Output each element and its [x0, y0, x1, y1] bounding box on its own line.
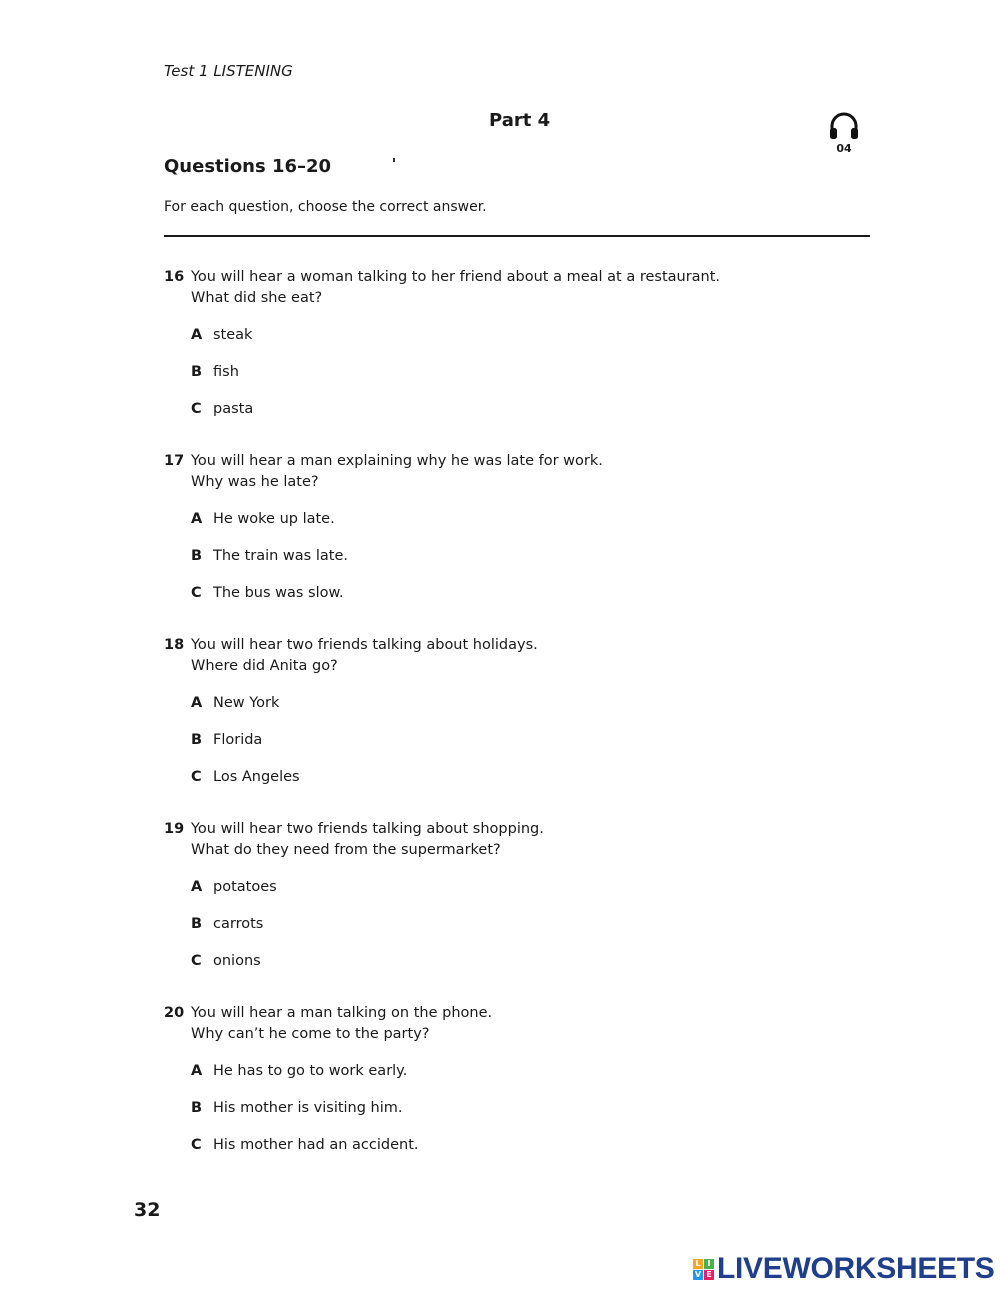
- question-number: 19: [164, 821, 185, 837]
- option-letter: B: [191, 916, 203, 932]
- option-letter: A: [191, 511, 203, 527]
- question-text: What did she eat?: [191, 290, 323, 306]
- option-text: potatoes: [213, 879, 277, 895]
- question-text: Where did Anita go?: [191, 658, 338, 674]
- option-letter: C: [191, 953, 202, 969]
- option-text: Los Angeles: [213, 769, 300, 785]
- audio-track-badge: [826, 110, 862, 160]
- option-c[interactable]: [191, 401, 253, 417]
- question-text: What do they need from the supermarket?: [191, 842, 501, 858]
- part-title: Part 4: [489, 110, 551, 131]
- option-a[interactable]: [191, 327, 252, 343]
- option-text: steak: [213, 327, 253, 343]
- option-letter: C: [191, 1137, 202, 1153]
- question-text: Why can’t he come to the party?: [191, 1026, 430, 1042]
- brand-logo-tile: E: [704, 1270, 714, 1280]
- option-b[interactable]: [191, 732, 262, 748]
- question-number: 18: [164, 637, 185, 653]
- brand-name: LIVEWORKSHEETS: [717, 1252, 995, 1285]
- option-letter: C: [191, 401, 202, 417]
- option-letter: C: [191, 769, 202, 785]
- question-number: 16: [164, 269, 185, 285]
- question-prompt: You will hear a man explaining why he was late for work.: [191, 453, 603, 469]
- option-letter: B: [191, 1100, 203, 1116]
- track-number: 04: [836, 142, 852, 155]
- option-text: New York: [213, 695, 280, 711]
- option-text: His mother had an accident.: [213, 1137, 419, 1153]
- brand-logo-icon: [693, 1259, 714, 1280]
- option-text: Florida: [213, 732, 263, 748]
- page-number: 32: [134, 1199, 161, 1221]
- option-letter: B: [191, 732, 203, 748]
- brand-watermark: [693, 1254, 995, 1284]
- option-text: He woke up late.: [213, 511, 335, 527]
- option-letter: A: [191, 327, 203, 343]
- option-a[interactable]: [191, 879, 277, 895]
- option-text: onions: [213, 953, 261, 969]
- brand-logo-tile: L: [693, 1259, 703, 1269]
- option-c[interactable]: [191, 1137, 419, 1153]
- option-b[interactable]: [191, 548, 348, 564]
- divider-rule: [164, 235, 870, 237]
- option-letter: A: [191, 1063, 203, 1079]
- section-title: Questions 16–20: [164, 156, 332, 177]
- option-text: pasta: [213, 401, 254, 417]
- option-letter: A: [191, 879, 203, 895]
- option-text: fish: [213, 364, 239, 380]
- brand-logo-tile: V: [694, 1269, 702, 1279]
- option-letter: C: [191, 585, 202, 601]
- question-number: 20: [164, 1005, 185, 1021]
- question-prompt: You will hear a woman talking to her friend about a meal at a restaurant.: [191, 269, 721, 285]
- option-a[interactable]: [191, 695, 279, 711]
- option-b[interactable]: [191, 364, 239, 380]
- question-text: Why was he late?: [191, 474, 319, 490]
- option-c[interactable]: [191, 769, 300, 785]
- question-prompt: You will hear two friends talking about holidays.: [191, 637, 538, 653]
- option-letter: B: [191, 364, 203, 380]
- option-letter: B: [191, 548, 203, 564]
- option-text: carrots: [213, 916, 264, 932]
- question-number: 17: [164, 453, 185, 469]
- instructions: For each question, choose the correct answer.: [164, 199, 487, 215]
- option-c[interactable]: [191, 953, 261, 969]
- option-text: The bus was slow.: [213, 585, 344, 601]
- option-b[interactable]: [191, 916, 263, 932]
- option-text: The train was late.: [213, 548, 348, 564]
- option-letter: A: [191, 695, 203, 711]
- stray-mark: [393, 158, 395, 162]
- question-prompt: You will hear two friends talking about shopping.: [191, 821, 544, 837]
- headphones-icon: [828, 110, 860, 142]
- running-head: Test 1 LISTENING: [164, 62, 293, 80]
- option-b[interactable]: [191, 1100, 403, 1116]
- option-a[interactable]: [191, 1063, 407, 1079]
- question-prompt: You will hear a man talking on the phone.: [191, 1005, 493, 1021]
- option-text: He has to go to work early.: [213, 1063, 408, 1079]
- brand-logo-tile: I: [704, 1259, 714, 1269]
- option-c[interactable]: [191, 585, 344, 601]
- option-text: His mother is visiting him.: [213, 1100, 403, 1116]
- option-a[interactable]: [191, 511, 335, 527]
